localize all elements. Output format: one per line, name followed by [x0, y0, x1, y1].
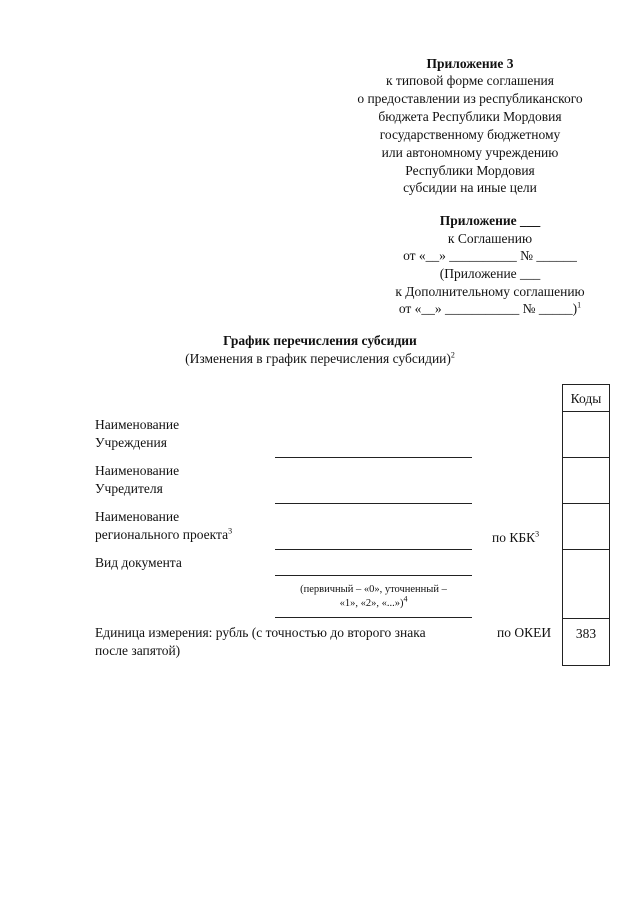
founder-label-1: Наименование: [95, 463, 180, 478]
kbk-footnote-mark: 3: [535, 529, 540, 539]
codes-header-cell: [562, 384, 610, 412]
code-cell-doc-type[interactable]: [562, 549, 610, 619]
unit-label-2: после запятой): [95, 643, 181, 658]
footnote-1-mark: 1: [577, 300, 582, 310]
footnote-2-mark: 2: [450, 350, 455, 360]
appendix-line-2: о предоставлении из республиканского: [357, 91, 583, 106]
agreement-to-line: к Соглашению: [447, 231, 533, 246]
appendix-line-3: бюджета Республики Мордовия: [378, 109, 562, 124]
okei-code-value: 383: [575, 626, 597, 641]
founder-input-line[interactable]: [275, 503, 472, 504]
institution-input-line[interactable]: [275, 457, 472, 458]
appendix-line-5: или автономному учреждению: [381, 145, 559, 160]
institution-label-2: Учреждения: [95, 435, 167, 450]
codes-header-label: Коды: [570, 391, 602, 406]
doc-type-input-line[interactable]: [275, 575, 472, 576]
doc-type-hint-2: «1», «2», «...»)$^4$: [339, 594, 408, 609]
additional-agreement-line: к Дополнительному соглашению: [395, 284, 585, 299]
unit-label-1: Единица измерения: рубль (с точностью до второго знака: [95, 625, 426, 640]
code-cell-okei: [562, 618, 610, 666]
institution-label-1: Наименование: [95, 417, 180, 432]
schedule-subtitle: (Изменения в график перечисления субсидии)$^2$: [185, 350, 455, 366]
project-label-2: регионального проекта$^3$: [95, 526, 233, 542]
appendix-line-7: субсидии на иные цели: [403, 180, 537, 195]
doc-type-label: Вид документа: [95, 555, 182, 570]
agreement-date-line: от «__» __________ № ______: [403, 248, 577, 263]
code-cell-kbk[interactable]: [562, 503, 610, 550]
schedule-title: График перечисления субсидии: [223, 333, 417, 348]
additional-date-line: от «__» ___________ № _____)$^1$: [398, 300, 582, 316]
appendix-title: Приложение 3: [426, 56, 514, 71]
appendix-line-4: государственному бюджетному: [379, 127, 561, 142]
project-input-line[interactable]: [275, 549, 472, 550]
agreement-appendix-title: Приложение ___: [439, 213, 541, 228]
okei-label: по ОКЕИ: [497, 625, 552, 640]
doc-type-hint-1: (первичный – «0», уточненный –: [300, 584, 447, 595]
code-cell-founder[interactable]: [562, 457, 610, 504]
doc-type-bottom-line: [275, 617, 472, 618]
appendix-line-6: Республики Мордовия: [405, 163, 535, 178]
footnote-3-mark: 3: [228, 526, 233, 536]
kbk-label: по КБК$^3$: [492, 529, 540, 545]
founder-label-2: Учредителя: [95, 481, 163, 496]
appendix-line-1: к типовой форме соглашения: [386, 73, 554, 88]
project-label-1: Наименование: [95, 509, 180, 524]
code-cell-institution[interactable]: [562, 411, 610, 458]
footnote-4-mark: 4: [403, 594, 408, 604]
additional-appendix-line: (Приложение ___: [439, 266, 541, 281]
